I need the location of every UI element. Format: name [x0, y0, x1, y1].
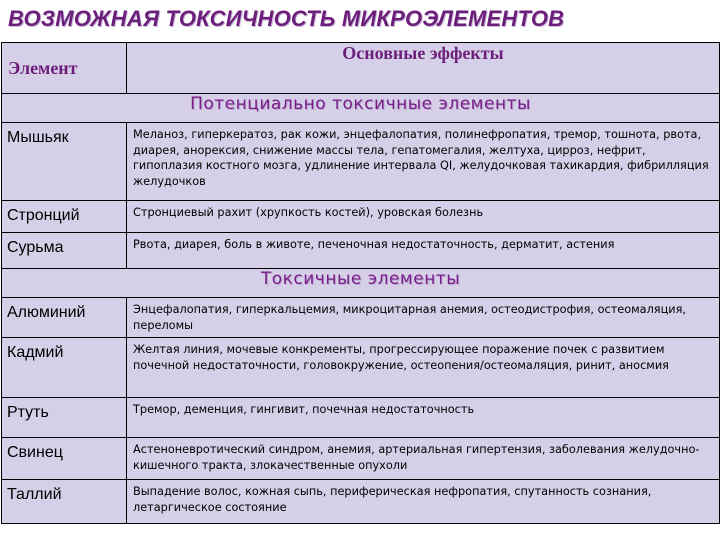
element-name: Ртуть: [2, 398, 127, 438]
table-row: [2, 123, 720, 201]
element-effects: Энцефалопатия, гиперкальцемия, микроцитарная анемия, остеодистрофия, остеомаляция, переломы: [127, 298, 720, 338]
element-name: Свинец: [2, 438, 127, 480]
section-title: Потенциально токсичные элементы: [2, 94, 720, 123]
table-row: [2, 480, 720, 524]
column-header-effects: Основные эффекты: [127, 43, 720, 94]
element-effects: Выпадение волос, кожная сыпь, периферическая нефропатия, спутанность сознания, летаргическое состояние: [127, 480, 720, 524]
element-name: Стронций: [2, 201, 127, 233]
section-header-potential: [2, 94, 720, 123]
element-effects: Стронциевый рахит (хрупкость костей), уровская болезнь: [127, 201, 720, 233]
table-row: [2, 298, 720, 338]
section-title: Токсичные элементы: [2, 269, 720, 298]
table-row: [2, 438, 720, 480]
table-row: [2, 233, 720, 269]
toxicity-table: [1, 42, 720, 524]
table-row: [2, 338, 720, 398]
column-header-element: Элемент: [2, 43, 127, 94]
element-effects: Желтая линия, мочевые конкременты, прогрессирующее поражение почек с развитием почечной недостаточности, головокружение, остеопения/остеомаляция, ринит, аносмия: [127, 338, 720, 398]
page-title: ВОЗМОЖНАЯ ТОКСИЧНОСТЬ МИКРОЭЛЕМЕНТОВ: [8, 6, 565, 31]
element-name: Таллий: [2, 480, 127, 524]
element-name: Сурьма: [2, 233, 127, 269]
table-row: [2, 201, 720, 233]
element-effects: Рвота, диарея, боль в животе, печеночная недостаточность, дерматит, астения: [127, 233, 720, 269]
table-row: [2, 398, 720, 438]
element-name: Алюминий: [2, 298, 127, 338]
element-effects: Астеноневротический синдром, анемия, артериальная гипертензия, заболевания желудочно-кишечного тракта, злокачественные опухоли: [127, 438, 720, 480]
element-name: Кадмий: [2, 338, 127, 398]
element-name: Мышьяк: [2, 123, 127, 201]
table-header-row: [2, 43, 720, 94]
element-effects: Меланоз, гиперкератоз, рак кожи, энцефалопатия, полинефропатия, тремор, тошнота, рвота, диарея, анорексия, снижение массы тела, гепатомегалия, желтуха, цирроз, нефрит, гипоплазия костного мозга, удлинение интервала QI, желудочковая тахикардия, фибрилляция желудочков: [127, 123, 720, 201]
section-header-toxic: [2, 269, 720, 298]
element-effects: Тремор, деменция, гингивит, почечная недостаточность: [127, 398, 720, 438]
